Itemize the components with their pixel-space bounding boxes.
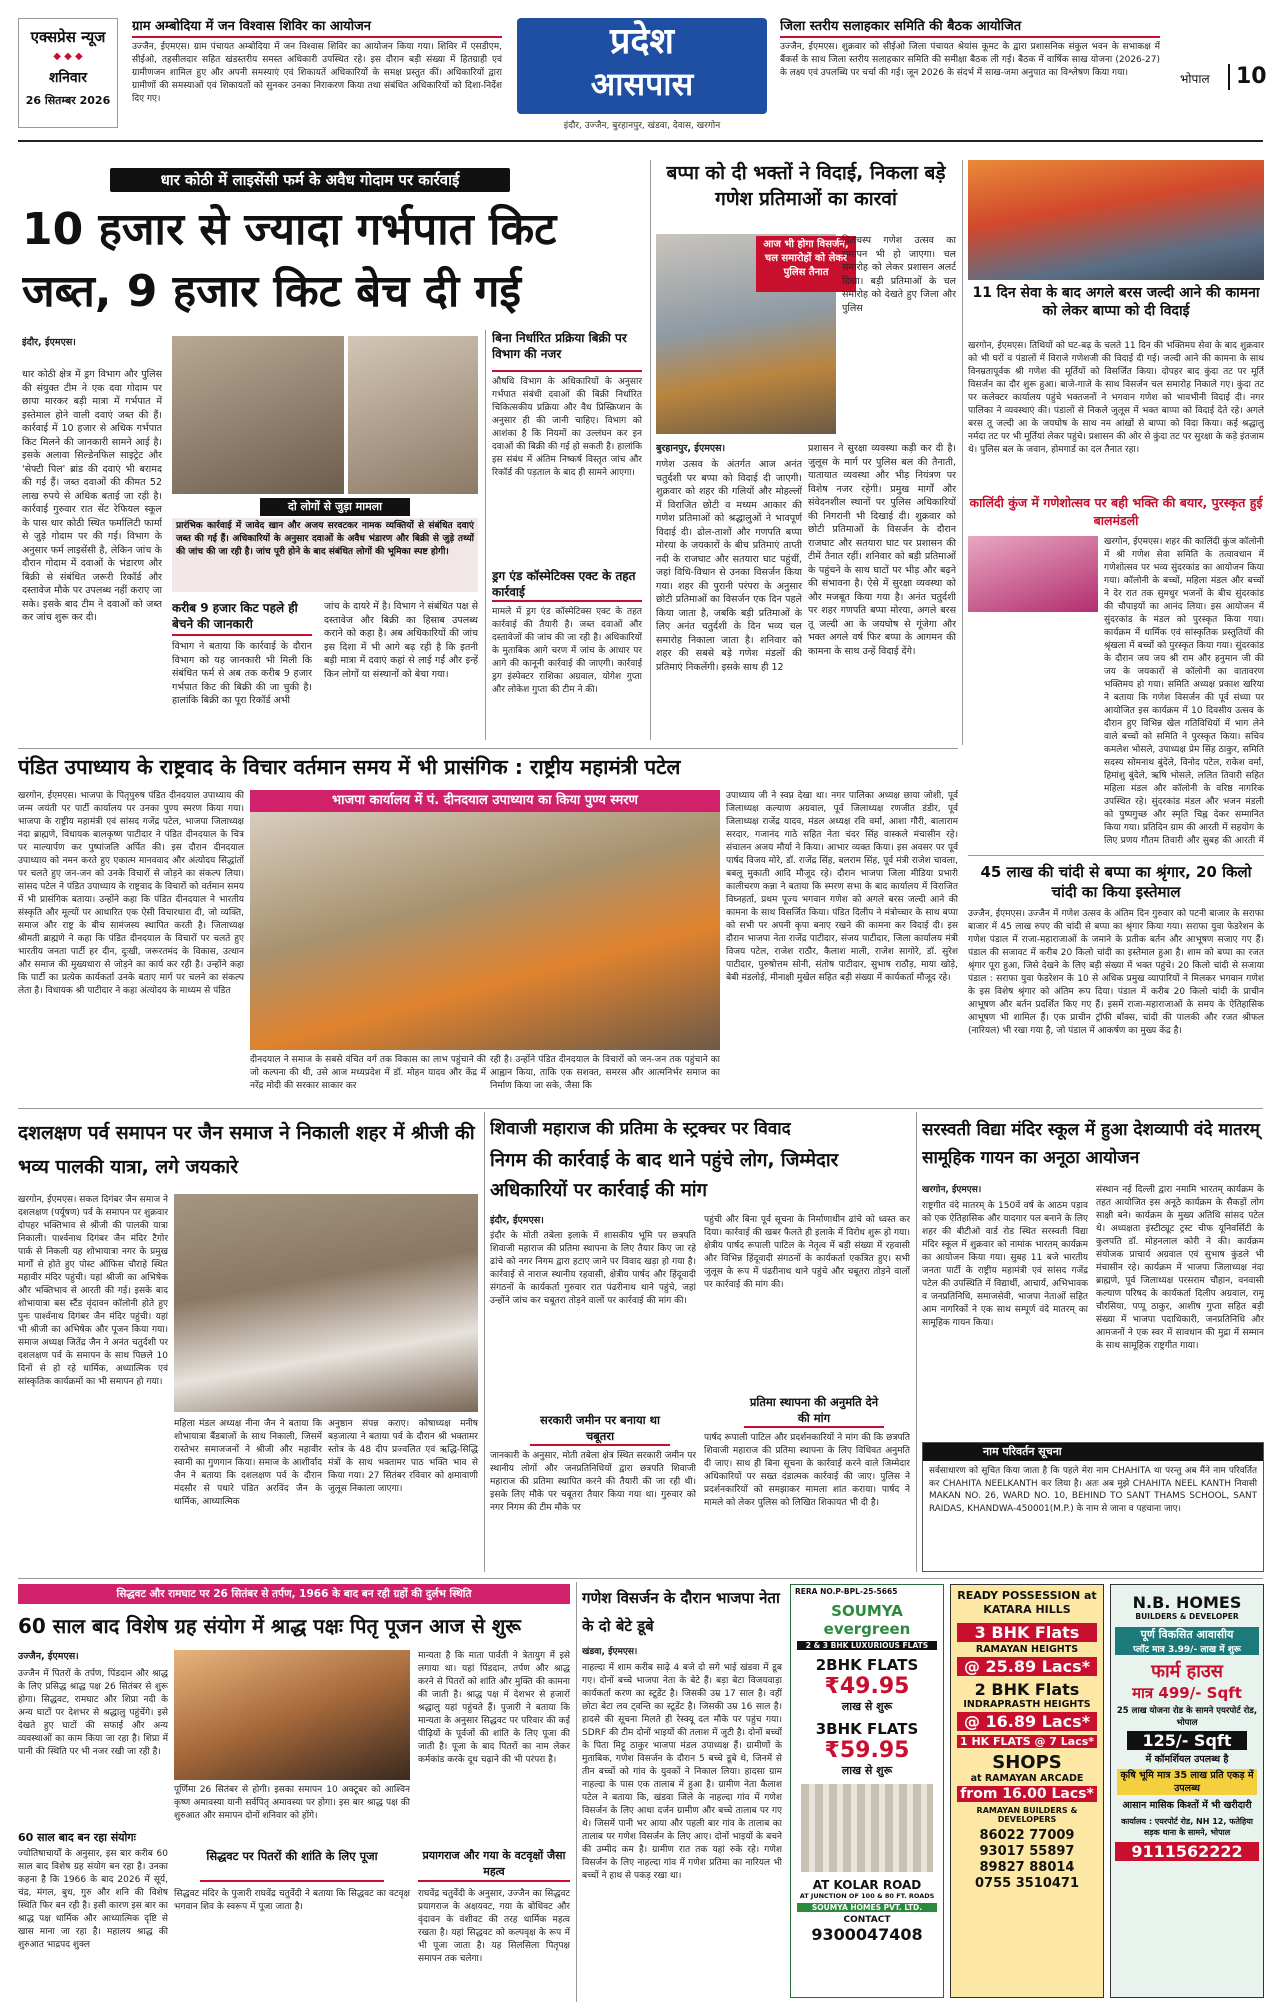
ad-nbhomes-line6: कृषि भूमि मात्र 35 लाख प्रति एकड़ में उपलब्ध <box>1117 1769 1257 1795</box>
notice-body: सर्वसाधारण को सूचित किया जाता है कि पहले मेरा नाम CHAHITA था परन्तु अब मैंने नाम परिवर्तित कर CHAHITA NEELKANTH कर लिया है। अतः अब मुझे CHAHITA NEEL KANTH निवासी MAKAN NO. 26, WARD NO. 10, BEHIND TO SANT THAMS SCHOOL, SANT RAIDAS, KHANDWA-450001(M.P.) के नाम से जाना व पहचाना जाए। <box>929 1466 1257 1514</box>
shivaji-col1b: जानकारी के अनुसार, मोती तबेला क्षेत्र स्थित सरकारी जमीन पर स्थानीय लोगों और जनप्रतिनिधियों द्वारा छत्रपति शिवाजी महाराज की प्रतिमा स्थापित करने की तैयारी की जा रही थी। इसके लिए मौके पर चबूतरा तैयार किया गया था। गुरुवार को नगर निगम की टीम मौके पर <box>490 1451 696 1513</box>
saraswati-headline: सरस्वती विद्या मंदिर स्कूल में हुआ देशव्यापी वंदे मातरम् सामूहिक गायन का अनूठा आयोजन <box>922 1120 1260 1168</box>
ad-ramayan-flat1: 3 BHK Flats <box>957 1623 1097 1642</box>
shraddh-col1: उज्जैन में पितरों के तर्पण, पिंडदान और श्राद्ध के लिए प्रसिद्ध श्राद्ध पक्ष 26 सितंबर से शुरू होगा। सिद्धवट, रामघाट और शिप्रा नदी के अन्य घाटों पर देशभर से श्रद्धालु पहुंचेंगे। इसे देखते हुए घाटों की सफाई और अन्य व्यवस्थाओं का काम किया जा रहा है। शिप्रा में पानी की स्थिति पर भी नजर रखी जा रही है। <box>18 1669 168 1757</box>
shraddh-col3b: राघवेंद्र चतुर्वेदी के अनुसार, उज्जैन का सिद्धवट प्रयागराज के अक्षयवट, गया के बोधिवट और वृंदावन के वंशीवट की तरह धार्मिक महत्व रखता है। यहां सिद्धवट को कल्पवृक्ष के रूप में भी पूजा जाता है। यह सिलसिला पितृपक्ष समापन तक चलेगा। <box>418 1889 570 1964</box>
section-title-line1: प्रदेश <box>609 21 675 62</box>
drown-body: नाहल्दा में शाम करीब साढ़े 4 बजे दो सगे भाई खंडवा में डूब गए। दोनों बच्चे भाजपा नेता के बेटे हैं। बड़ा बेटा विजयवाड़ा कार्यकर्ता करण का स्टूडेंट है। जिसकी उम्र 17 साल है। वहीं छोटा बेटा लव ट्वन्ति का स्टूडेंट है। जिसकी उम्र 16 साल है। हादसे की सूचना मिलते ही रेस्क्यू दल मौके पर पहुंच गया। SDRF की टीम दोनों भाइयों की तलाश में जुटी है। दोनों बच्चों के पिता मिट्टू ठाकुर भाजपा मंडल उपाध्यक्ष हैं। ग्रामीणों के मुताबिक, गणेश विसर्जन के दौरान 5 बच्चे डूबे थे, जिनमें से तीन बच्चों को गांव के युवकों ने निकाल लिया। हादसा ग्राम नाहल्दा के पास एक तालाब में हुआ है। ग्रामीण नेता कैलाश पटेल ने बताया कि, खंडवा जिले के नाहल्दा गांव में गणेश विसर्जन के लिए आधा दर्जन ग्रामीण और बच्चे तालाब पर गए थे। जिसमें पानी भर आया और पहली बार गांव के तालाब का तालाब पर गणेश विसर्जन के लिए आए। दोनों भाइयों के बचने की उम्मीद कम है। ग्रामीण रात तक यहां रुके रहे। गणेश विसर्जन के लिए नाहल्दा गांव में गणेश प्रतिमा का नारियल भी बच्चों ने हाथ से पकड़ रखा था। <box>582 1663 782 1881</box>
masthead-brand-box <box>18 18 118 128</box>
ad-soumya-flat2: 3BHK FLATS <box>815 1720 919 1738</box>
ganesh-headline: बप्पा को दी भक्तों ने विदाई, निकला बड़े गणेश प्रतिमाओं का कारवां <box>666 162 946 210</box>
brief-left-body: उज्जैन, ईएमएस। ग्राम पंचायत अम्बोदिया में जन विश्वास शिविर का आयोजन किया गया। शिविर में एसडीएम, सीईओ, तहसीलदार सहित खंडस्तरीय समस्त अधिकारी उपस्थित रहे। इस दौरान बड़ी संख्या में हितग्राही एवं ग्रामीणजन शामिल हुए और अपनी समस्याएं एवं शिकायतें अधिकारियों के समक्ष प्रस्तुत कीं। अधिकारियों द्वारा ग्रामीणों की समस्याओं एवं शिकायतों को सुनकर उनका निराकरण किया तथा संबंधित अधिकारियों को दिशा-निर्देश दिए गए। <box>132 42 502 104</box>
brief-right <box>780 16 1160 128</box>
shivaji-dateline: इंदौर, ईएमएस। <box>490 1215 544 1226</box>
shraddh-photo <box>174 1650 410 1780</box>
bjp-headline: पंडित उपाध्याय के राष्ट्रवाद के विचार वर्तमान समय में भी प्रासंगिक : राष्ट्रीय महामंत्री पटेल <box>18 755 681 779</box>
ganesh-col-a: दिलचस्प गणेश उत्सव का समापन भी हो जाएगा। चल समारोह को लेकर प्रशासन अलर्ट दिखा। बड़ी प्रतिमाओं के चल समारोह को देखते हुए जिला और पुलिस <box>842 235 956 314</box>
ad-ramayan-price2: @ 16.89 Lacs* <box>957 1712 1097 1731</box>
khargone-photo <box>968 160 1264 280</box>
ad-nbhomes-line3: फार्म हाउस <box>1151 1661 1223 1682</box>
ad-nbhomes-line2: प्लॉट मात्र 3.99/- लाख में शुरू <box>1115 1642 1259 1655</box>
kalindi-body: खरगोन, ईएमएस। शहर की कालिंदी कुंज कॉलोनी में श्री गणेश सेवा समिति के तत्वावधान में गणेशोत्सव पर भव्य सुंदरकांड का आयोजन किया गया। कॉलोनी के बच्चों, महिला मंडल और बच्चों ने देर रात तक सुमधुर भजनों के बीच सुंदरकांड की चौपाइयों का आनंद लिया। इस आयोजन में सुंदरकांड के मंडल को पुरस्कृत किया गया। कार्यक्रम में धार्मिक एवं सांस्कृतिक प्रस्तुतियों की श्रृंखला में बच्चों को पुरस्कृत किया गया। सुंदरकांड के दौरान जय जय श्री राम और हनुमान जी की जय के जयकारों से कॉलोनी का वातावरण भक्तिमय हो गया। समिति अध्यक्ष प्रकाश खरिया ने बताया कि गणेश विसर्जन की पूर्व संध्या पर आयोजित इस कार्यक्रम में 10 दिवसीय उत्सव के दौरान हुए विभिन्न खेल गतिविधियों में भाग लेने वाले बच्चों को समिति ने पुरस्कृत किया। सचिव कमलेश भोसले, उपाध्यक्ष प्रेम सिंह ठाकुर, समिति सदस्य सोमनाथ बुंदेले, विनोद पटेल, राकेश वर्मा, हिमांशु बुंदेले, ऋषि भोसले, ललित तिवारी सहित महिला मंडल और कॉलोनी के वरिष्ठ नागरिक उपस्थित रहे। सुंदरकांड मंडल और भजन मंडली को पुष्पगुच्छ और स्मृति चिह्न देकर सम्मानित किया गया। प्रतिदिन ग्राम की आरती में सहयोग के लिए प्रणय गौतम तिवारी और सुबह की आरती में <box>1104 537 1264 846</box>
section-cities: इंदौर, उज्जैन, बुरहानपुर, खंडवा, देवास, खरगोन <box>563 121 721 131</box>
ad-nbhomes-line5: में कॉमर्शियल उपलब्ध है <box>1145 1754 1229 1765</box>
shraddh-col1b: ज्योतिषाचार्यों के अनुसार, इस बार करीब 60 साल बाद विशेष ग्रह संयोग बन रहा है। उनका कहना है कि 1966 के बाद 2026 में सूर्य, चंद्र, मंगल, बुध, गुरु और शनि की विशेष स्थिति फिर बन रही है। इसी कारण इस बार का श्राद्ध पक्ष धार्मिक और आध्यात्मिक दृष्टि से खास माना जा रहा है। महालय श्राद्ध की शुरुआत भाद्रपद शुक्ल <box>18 1849 168 1950</box>
lead-photo-right <box>348 336 478 494</box>
lead-side-kicker-2: ड्रग एंड कॉस्मेटिक्स एक्ट के तहत कार्रवाई <box>492 568 642 602</box>
silver-body: उज्जैन, ईएमएस। उज्जैन में गणेश उत्सव के अंतिम दिन गुरुवार को पटनी बाजार के सराफा बाजार में 45 लाख रुपए की चांदी से बप्पा का श्रृंगार किया गया। सराफा युवा फेडरेशन के गणेश पंडाल में राजा-महाराजाओं के जमाने के प्रतीक बर्तन और आभूषण सजाए गए हैं। पंडाल की सजावट में करीब 20 किलो चांदी का इस्तेमाल हुआ है। शाम को बप्पा का रजत श्रृंगार पूरा हुआ, जिसे देखने के लिए बड़ी संख्या में भक्त पहुंचे। 20 किलो चांदी से सजाया पंडाल : सराफा युवा फेडरेशन के 10 से अधिक प्रमुख व्यापारियों ने मिलकर भगवान गणेश के इस विशेष श्रृंगार को अंतिम रूप दिया। पंडाल में करीब 20 किलो चांदी के प्राचीन आभूषण और बर्तन प्रदर्शित किए गए हैं। इसमें राजा-महाराजाओं के समय के ऐतिहासिक आभूषण भी शामिल हैं। एक प्राचीन ट्रॉफी बॉक्स, चांदी की पालकी और रजत श्रीफल (नारियल) भी रखा गया है, जो पंडाल में आकर्षण का मुख्य केंद्र है। <box>968 909 1264 1036</box>
shivaji-subhead-2: प्रतिमा स्थापना की अनुमति देने की मांग <box>744 1394 884 1428</box>
lead-col3: जांच के दायरे में है। विभाग ने संबंधित पक्ष से दस्तावेज और बिक्री का हिसाब उपलब्ध कराने को कहा है। अब अधिकारियों की जांच इस दिशा में भी आगे बढ़ रही है कि इतनी बड़ी मात्रा में दवाएं कहां से लाई गईं और इन्हें किन लोगों या संस्थानों को बेचा गया। <box>324 601 478 680</box>
ad-ramayan-top: READY POSSESSION at KATARA HILLS <box>957 1589 1097 1616</box>
silver-headline: 45 लाख की चांदी से बप्पा का श्रृंगार, 20 किलो चांदी का किया इस्तेमाल <box>980 863 1252 901</box>
ad-soumya-phone: 9300047408 <box>811 1925 923 1944</box>
kalindi-kicker: कालिंदी कुंज में गणेशोत्सव पर बही भक्ति की बयार, पुरस्कृत हुई बालमंडली <box>969 495 1263 528</box>
ad-ramayan <box>950 1584 1104 1998</box>
drown-headline: गणेश विसर्जन के दौरान भाजपा नेता के दो बेटे डूबे <box>582 1589 780 1635</box>
ad-ramayan-price3: from 16.00 Lacs* <box>957 1786 1097 1802</box>
ganesh-photo-tag: आज भी होगा विसर्जन, चल समारोहों को लेकर पुलिस तैनात <box>756 236 856 292</box>
brief-left-title: ग्राम अम्बोदिया में जन विश्वास शिविर का आयोजन <box>132 16 502 38</box>
shraddh-kicker: सिद्धवट और रामघाट पर 26 सितंबर से तर्पण, 1966 के बाद बन रही ग्रहों की दुर्लभ स्थिति <box>18 1584 570 1604</box>
ad-soumya-price1-unit: लाख से शुरू <box>841 1700 893 1713</box>
ad-soumya-location: AT KOLAR ROAD <box>812 1878 922 1892</box>
jain-col1: खरगोन, ईएमएस। सकल दिगंबर जैन समाज ने दशलक्षण (पर्यूषण) पर्व के समापन पर शुक्रवार दोपहर भक्तिभाव से श्रीजी की पालकी यात्रा निकाली। पार्श्वनाथ दिगंबर जैन मंदिर टैगोर पार्क से निकली यह शोभायात्रा नगर के प्रमुख मार्गों से होते हुए पोस्ट ऑफिस चौराहे स्थित महावीर मंदिर पहुंची। यहां श्रीजी का अभिषेक और भक्तिभाव से आरती की गई। इसके बाद शोभायात्रा बस स्टैंड वृंदावन कॉलोनी होते हुए पुनः पार्श्वनाथ दिगंबर जैन मंदिर पहुंची। यहां भी श्रीजी का अभिषेक और पूजन किया गया। समाज अध्यक्ष जितेंद्र जैन ने अनंत चतुर्दशी पर दशलक्षण पर्व के समापन के साथ पिछले 10 दिनों से हो रहे धार्मिक, अध्यात्मिक एवं सांस्कृतिक कार्यक्रमों का भी समापन हो गया। <box>18 1195 168 1387</box>
ad-soumya-location-2: AT JUNCTION OF 100 & 80 FT. ROADS <box>799 1892 935 1900</box>
ad-soumya-company: SOUMYA HOMES PVT. LTD. <box>797 1903 937 1912</box>
shivaji-col1: इंदौर के मोती तबेला इलाके में शासकीय भूमि पर छत्रपति शिवाजी महाराज की प्रतिमा स्थापना के लिए तैयार किए जा रहे ढांचे को नगर निगम द्वारा हटाए जाने पर विवाद खड़ा हो गया है। कार्रवाई से नाराज स्थानीय रहवासी, क्षेत्रीय पार्षद और हिंदूवादी संगठनों के कार्यकर्ता गुरुवार रात पंढरीनाथ थाने पहुंचे, जहां उन्होंने जांच कर चबूतरा तोड़ने वालों पर कार्रवाई की मांग की। <box>490 1231 696 1306</box>
ad-nbhomes-sub: BUILDERS & DEVELOPER <box>1135 1612 1239 1621</box>
ad-soumya-rera: RERA NO.P-BPL-25-5665 <box>795 1587 898 1596</box>
shivaji-headline: निगम की कार्रवाई के बाद थाने पहुंचे लोग, जिम्मेदार अधिकारियों पर कार्रवाई की मांग <box>490 1150 839 1201</box>
ad-ramayan-phones: 86022 77009 93017 55897 89827 88014 0755 3510471 <box>974 1828 1080 1891</box>
section-badge <box>517 18 767 114</box>
ad-nbhomes-phone: 9111562222 <box>1115 1842 1259 1861</box>
shraddh-photo-caption: पूर्णिमा 26 सितंबर से होगी। इसका समापन 10 अक्टूबर को आश्विन कृष्ण अमावस्या यानी सर्वपितृ अमावस्या पर होगा। इस बार श्राद्ध पक्ष की शुरुआत और समापन दोनों शनिवार को होंगे। <box>174 1785 410 1821</box>
ad-soumya-sub: 2 & 3 BHK LUXURIOUS FLATS <box>797 1641 937 1650</box>
jain-headline: दशलक्षण पर्व समापन पर जैन समाज ने निकाली शहर में श्रीजी की भव्य पालकी यात्रा, लगे जयकारे <box>18 1122 475 1178</box>
ad-soumya-price2: ₹59.95 <box>824 1738 910 1763</box>
shraddh-subhead-2: सिद्धवट पर पितरों की शांति के लिए पूजा <box>200 1848 384 1882</box>
bjp-col1: खरगोन, ईएमएस। भाजपा के पितृपुरुष पंडित दीनदयाल उपाध्याय की जन्म जयंती पर पार्टी कार्यालय पर उनका पुण्य स्मरण किया गया। भाजपा के राष्ट्रीय महामंत्री एवं सांसद गजेंद्र पटेल, भाजपा जिलाध्यक्ष नंदा ब्राह्मणे, विधायक बालकृष्ण पाटीदार ने पंडित दीनदयाल के चित्र पर माल्यार्पण कर पुष्पांजलि अर्पित की। इस दौरान दीनदयाल उपाध्याय को नमन करते हुए एकात्म मानववाद और अंत्योदय सिद्धांतों पर चलते हुए जन-जन को उनके विचारों से जोड़ने का संकल्प लिया। सांसद पटेल ने पंडित उपाध्याय के राष्ट्रवाद के विचारों को वर्तमान समय में भी प्रासंगिक बताया। उन्होंने कहा कि पंडित दीनदयाल ने भारतीय संस्कृति और मूल्यों पर आधारित एक ऐसी विचारधारा दी, जो व्यक्ति, समाज और राष्ट्र के बीच सामंजस्य स्थापित करती है। जिलाध्यक्ष श्रीमती ब्राह्मणे ने कहा कि पंडित दीनदयाल के विचारों पर चलते हुए भारतीय जनता पार्टी हर दीन, दुःखी, जरूरतमंद के विकास, उत्थान और समाज की मुख्यधारा से जोड़ने का कार्य कर रही है। उन्होंने कहा कि पार्टी का प्रत्येक कार्यकर्ता उनके बताए मार्ग पर चलने का संकल्प लेता है। विधायक श्री पाटीदार ने कहा अंत्योदय के माध्यम से पंडित <box>18 791 244 996</box>
ganesh-col-c: प्रशासन ने सुरक्षा व्यवस्था कड़ी कर दी है। जुलूस के मार्ग पर पुलिस बल की तैनाती, यातायात व्यवस्था और भीड़ नियंत्रण पर विशेष नजर रहेगी। प्रमुख मार्गों और संवेदनशील स्थानों पर पुलिस अधिकारियों की निगरानी भी दिखाई दी। शुक्रवार को छोटी प्रतिमाओं के विसर्जन के दौरान राजघाट और सतयारा घाट पर प्रशासन की टीमें तैनात रहीं। शनिवार को बड़ी प्रतिमाओं के पहुंचने के साथ घाटों पर भीड़ और बढ़ने की संभावना है। ऐसे में सुरक्षा व्यवस्था को और मजबूत किया गया है। अनंत चतुर्दशी पर शहर गणपति बप्पा मोरया, अगले बरस तू जल्दी आ के जयघोष से गूंजेगा और भक्त अगले वर्ष फिर बप्पा के आगमन की कामना के साथ उन्हें विदाई देंगे। <box>808 443 956 657</box>
shivaji-col2: पहुंची और बिना पूर्व सूचना के निर्माणाधीन ढांचे को ध्वस्त कर दिया। कार्रवाई की खबर फैलते ही इलाके में विरोध शुरू हो गया। क्षेत्रीय पार्षद रूपाली पाटिल के नेतृत्व में बड़ी संख्या में रहवासी और विभिन्न हिंदूवादी संगठनों के कार्यकर्ता एकत्रित हुए। सभी जुलूस के रूप में पंढरीनाथ थाने पहुंचे और चबूतरा तोड़ने वालों पर कार्रवाई की मांग की। <box>704 1215 910 1290</box>
bjp-col2: रही है। उन्होंने पंडित दीनदयाल के विचारों को जन-जन तक पहुंचाने का आह्वान किया, ताकि एक सशक्त, समरस और आत्मनिर्भर समाज का निर्माण किया जा सके, जैसा कि <box>490 1055 720 1091</box>
page-number: 10 <box>1228 64 1268 90</box>
lead-col2: विभाग ने बताया कि कार्रवाई के दौरान विभाग को यह जानकारी भी मिली कि संबंधित फर्म से अब तक करीब 9 हजार गर्भपात किट की बिक्री की जा चुकी है। हालांकि बिक्री का पूरा रिकॉर्ड अभी <box>172 641 312 706</box>
ad-soumya-price1: ₹49.95 <box>824 1674 910 1699</box>
lead-headline-2: जब्त, 9 हजार किट बेच दी गई <box>22 266 521 317</box>
saraswati-col2: संस्थान नई दिल्ली द्वारा नमामि भारतम् कार्यक्रम के तहत आयोजित इस अनूठे कार्यक्रम के सैकड़ों लोग साक्षी बने। कार्यक्रम के मुख्य अतिथि सांसद पटेल थे। अध्यक्षता इंस्टीट्यूट ट्रस्ट चीफ यूनिवर्सिटी के कुलपति डॉ. मोहनलाल कोरी ने की। कार्यक्रम संयोजक प्राचार्य अग्रवाल एवं सुभाष कुंडले भी मंचासीन रहे। कार्यक्रम में भाजपा जिलाध्यक्ष नंदा ब्राह्मणे, पूर्व जिलाध्यक्ष परसराम चौहान, वनवासी कल्याण परिषद के कार्यकर्ता दिलीप अग्रवाल, रामू चौरसिया, पप्पू ठाकुर, आशीष गुप्ता सहित बड़ी संख्या में भाजपा पदाधिकारी, जनप्रतिनिधि और आमजनों ने एक स्वर में सावधान की मुद्रा में सम्मान के साथ सामूहिक राष्ट्रगीत गाया। <box>1096 1185 1264 1351</box>
ad-soumya-brand: SOUMYA evergreen <box>823 1602 911 1638</box>
lead-kicker: धार कोठी में लाइसेंसी फर्म के अवैध गोदाम पर कार्रवाई <box>110 168 510 192</box>
lead-photo-left <box>172 336 344 494</box>
ad-nbhomes-price1: मात्र 499/- Sqft <box>1132 1684 1242 1702</box>
ad-ramayan-site1: RAMAYAN HEIGHTS <box>975 1644 1079 1655</box>
shraddh-headline: 60 साल बाद विशेष ग्रह संयोग में श्राद्ध पक्षः पितृ पूजन आज से शुरू <box>18 1614 521 1638</box>
brief-right-title: जिला स्तरीय सलाहकार समिति की बैठक आयोजित <box>780 16 1160 38</box>
ad-ramayan-company: RAMAYAN BUILDERS & DEVELOPERS <box>976 1806 1078 1824</box>
ad-ramayan-shops: SHOPS <box>992 1752 1062 1773</box>
masthead-city: भोपाल <box>1180 72 1210 86</box>
shraddh-dateline: उज्जैन, ईएमएस। <box>18 1651 79 1662</box>
ad-ramayan-flat2: 2 BHK Flats <box>974 1680 1080 1699</box>
bjp-photo-caption: दीनदयाल ने समाज के सबसे वंचित वर्ग तक विकास का लाभ पहुंचाने की जो कल्पना की थी, उसे आज मध्यप्रदेश में डॉ. मोहन यादव और केंद्र में नरेंद्र मोदी की सरकार साकार कर <box>250 1055 486 1091</box>
masthead-day: शनिवार <box>48 70 88 86</box>
brief-left <box>132 16 502 128</box>
shraddh-subhead-3: प्रयागराज और गया के वटवृक्षों जैसा महत्व <box>418 1848 570 1882</box>
khargone-headline: 11 दिन सेवा के बाद अगले बरस जल्दी आने की कामना को लेकर बाप्पा को दी विदाई <box>972 285 1260 319</box>
shraddh-col2b: सिद्धवट मंदिर के पुजारी राघवेंद्र चतुर्वेदी ने बताया कि सिद्धवट का वटवृक्ष भगवान शिव के स्वरूप में पूजा जाता है। <box>174 1889 410 1912</box>
ad-soumya-contact: CONTACT <box>843 1915 891 1925</box>
name-change-notice <box>922 1442 1264 1572</box>
shivaji-kicker: शिवाजी महाराज की प्रतिमा के स्ट्रक्चर पर विवाद <box>490 1119 791 1139</box>
section-title-line2: आसपास <box>590 65 694 103</box>
brand-name: एक्सप्रेस न्यूज <box>30 28 106 46</box>
jain-photo <box>174 1194 478 1412</box>
notice-title: नाम परिवर्तन सूचना <box>923 1443 1263 1461</box>
bjp-col3: उपाध्याय जी ने स्वप्न देखा था। नगर पालिका अध्यक्ष छाया जोशी, पूर्व जिलाध्यक्ष कल्याण अग्रवाल, पूर्व जिलाध्यक्ष रणजीत डंडीर, पूर्व जिलाध्यक्ष राजेंद्र यादव, मंडल अध्यक्ष रवि वर्मा, आशा गौरी, बालाराम सरदार, गजानंद गाठे सहित नेता चंदर सिंह वास्कले मंचासीन रहे। संचालन अजय मौर्या ने किया। आभार व्यक्त किया। इस अवसर पर पूर्व पार्षद विजय मोरे, डॉ. राजेंद्र सिंह, बलराम सिंह, पूर्व मंत्री राजेश चावला, बबलू मुकाती आदि मौजूद रहे। दौरान भाजपा जिला मीडिया प्रभारी कालीचरण कन्ना ने बताया कि स्मरण सभा के बाद कार्यालय में विराजित विघ्नहर्ता, प्रथम पूज्य भगवान गणेश को अगले बरस जल्दी आने की कामना के साथ विसर्जित किया। पंडित दिलीप ने मंत्रोच्चार के साथ बप्पा को सभी पर अपनी कृपा बनाए रखने की कामना कर विदाई दी। इस दौरान भाजपा नेता राजेंद्र पाटीदार, संजय पाटीदार, जिला कार्यालय मंत्री विजय पटेल, राजेश राठौर, कैलाश माली, राजेश सागोरे, डॉ. सुरेश पाटीदार, पुरुषोत्तम सोनी, संतोष पाटीदार, सुभाष राठौड़, माया खोड़े, बेबी मंडलोई, मीनाक्षी मुखेल सहित बड़ी संख्या में कार्यकर्ता मौजूद रहे। <box>726 791 958 983</box>
brief-right-body: उज्जैन, ईएमएस। शुक्रवार को सीईओ जिला पंचायत श्रेयांस कूमट के द्वारा प्रशासनिक संकुल भवन के सभाकक्ष में बैंकर्स के साथ जिला स्तरीय सलाहकार समिति की समीक्षा बैठक ली गई। बैठक में वार्षिक साख योजना (2026-27) के लक्ष्य एवं उपलब्धि पर चर्चा की गई। जून 2026 के संदर्भ में साख-जमा अनुपात का विश्लेषण किया गया। <box>780 42 1160 78</box>
lead-dateline: इंदौर, ईएमएस। <box>22 337 76 348</box>
ad-soumya <box>790 1584 944 1998</box>
shraddh-subhead-1: 60 साल बाद बन रहा संयोगः <box>18 1831 136 1844</box>
ad-soumya-price2-unit: लाख से शुरू <box>841 1764 893 1777</box>
drown-dateline: खंडवा, ईएमएस। <box>582 1647 638 1657</box>
lead-headline-1: 10 हजार से ज्यादा गर्भपात किट <box>22 204 557 255</box>
lead-side-body-2: मामले में ड्रग एंड कॉस्मेटिक्स एक्ट के तहत कार्रवाई की तैयारी है। जब्त दवाओं और दस्तावेजों की जांच की जा रही है। अधिकारियों के मुताबिक आगे चरण में जांच के आधार पर आगे की कानूनी कार्रवाई की जाएगी। कार्रवाई ड्रग इंस्पेक्टर राशिका अग्रवाल, योगेश गुप्ता और लोकेश गुप्ता की टीम ने की। <box>492 607 642 695</box>
ad-ramayan-price1: @ 25.89 Lacs* <box>957 1657 1097 1676</box>
shivaji-subhead-1: सरकारी जमीन पर बनाया था चबूतरा <box>530 1412 670 1446</box>
saraswati-col1: राष्ट्रगीत वंदे मातरम् के 150वें वर्ष के आठम पड़ाव को एक ऐतिहासिक और यादगार पल बनाने के लिए शहर की बीटीओ वार्ड रोड स्थित सरस्वती विद्या मंदिर स्कूल में शुक्रवार को नामांक भारतम् कार्यक्रम का आयोजन किया गया। सुबह 11 बजे भारतीय जनता पार्टी के राष्ट्रीय महामंत्री एवं सांसद गजेंद्र पटेल की उपस्थिति में विद्यार्थी, आचार्य, अभिभावक व जनप्रतिनिधि, समाजसेवी, भाजपा नेताओं सहित आम नागरिकों ने एक साथ सम्पूर्ण वंदे मातरम् का सामूहिक गायन किया। <box>922 1201 1088 1328</box>
ad-nbhomes-address: कार्यालय : एयरपोर्ट रोड, NH 12, फतेहिया सड़क थाना के सामने, भोपाल <box>1121 1817 1253 1837</box>
ad-nbhomes-line4: 25 लाख योजना रोड के सामने एयरपोर्ट रोड, भोपाल <box>1116 1706 1258 1728</box>
lead-photo-kicker: दो लोगों से जुड़ा मामला <box>260 498 410 516</box>
lead-side-body: औषधि विभाग के अधिकारियों के अनुसार गर्भपात संबंधी दवाओं की बिक्री निर्धारित चिकित्सकीय प्रक्रिया और वैध प्रिस्क्रिप्शन के अनुसार ही की जानी चाहिए। विभाग को आशंका है कि नियमों का उल्लंघन कर इन दवाओं की बिक्री की गई हो सकती है। हालांकि इस संबंध में अंतिम निष्कर्ष विस्तृत जांच और रिकॉर्ड की पड़ताल के बाद ही सामने आएगा। <box>492 377 642 478</box>
shivaji-col2b: पार्षद रूपाली पाटिल और प्रदर्शनकारियों ने मांग की कि छत्रपति शिवाजी महाराज की प्रतिमा स्थापना के लिए विधिवत अनुमति दी जाए। साथ ही बिना सूचना के कार्रवाई करने वाले जिम्मेदार अधिकारियों पर सख्त दंडात्मक कार्रवाई की जाए। पुलिस ने प्रदर्शनकारियों को समझाकर मामला शांत कराया। पार्षद ने मामले को लेकर पुलिस को लिखित शिकायत भी दी है। <box>704 1433 910 1508</box>
ad-ramayan-site2: INDRAPRASTH HEIGHTS <box>963 1699 1091 1710</box>
lead-photo-caption: प्रारंभिक कार्रवाई में जावेद खान और अजय सरवटकर नामक व्यक्तियों से संबंधित दवाएं जब्त की गई हैं। अधिकारियों के अनुसार दवाओं के अवैध भंडारण और बिक्री से जुड़े तथ्यों की जांच की जा रही है। जांच पूरी होने के बाद संबंधित लोगों की भूमिका स्पष्ट होगी। <box>172 518 478 592</box>
ad-ramayan-site3: at RAMAYAN ARCADE <box>970 1773 1084 1784</box>
ganesh-dateline: बुरहानपुर, ईएमएस। <box>656 443 726 454</box>
khargone-body: खरगोन, ईएमएस। तिथियों को घट-बढ़ के चलते 11 दिन की भक्तिमय सेवा के बाद शुक्रवार को भी घरों व पंडालों में विराजे गणेशजी की विदाई दी गई। जल्दी आने की कामना के साथ विनम्रतापूर्वक श्री गणेश की मूर्तियों को विसर्जित किया। दोपहर बाद कुंदा तट पर मूर्ति विसर्जन का दौर शुरू हुआ। बाजे-गाजे के साथ विसर्जन चल समारोह निकाले गए। कुंदा तट पर कलेक्टर कार्यालय पहुंचे भक्तजनों ने भगवान गणेश को भावभीनी विदाई दी। नगर पालिका ने व्यवस्थाएं की। पंडालों से निकले जुलूस में भक्त बाप्पा को विदाई देते रहे। अगले बरस तू जल्दी आ के जयघोष के साथ नम आंखों से बाप्पा को विदा किया। कई श्रद्धालु नर्मदा तट पर भी मूर्तियां लेकर पहुंचे। प्रशासन की ओर से कुंदा तट पर सुरक्षा के कड़े इंतजाम थे। पुलिस बल के जवान, होमगार्ड का दल तैनात रहा। <box>968 341 1264 455</box>
ganesh-col-b: गणेश उत्सव के अंतर्गत आज अनंत चतुर्दशी पर बप्पा को विदाई दी जाएगी। शुक्रवार को शहर की गलियों और मोहल्लों में विराजित छोटी व मध्यम आकार की गणेश प्रतिमाओं को श्रद्धालुओं ने भावपूर्ण विदाई दी। ढोल-ताशों और गणपति बप्पा मोरया के जयकारों के बीच प्रतिमाएं ताप्ती नदी के राजघाट और सतयारा घाट पहुंचीं, जहां विधि-विधान से उनका विसर्जन किया गया। शहर की पुरानी परंपरा के अनुसार छोटी प्रतिमाओं का विसर्जन एक दिन पहले किया जाता है, जबकि बड़ी प्रतिमाओं के लिए अनंत चतुर्दशी के दिन भव्य चल समारोह निकाला जाता है। शनिवार को शहर की सबसे बड़े गणेश मंडलों की प्रतिमाएं निकलेंगी। इसके साथ ही 12 <box>656 459 802 673</box>
jain-col2: महिला मंडल अध्यक्ष नीना जैन ने बताया कि शोभायात्रा बैंडबाजों के साथ निकाली, जिसमें रास्तेभर समाजजनों ने श्रीजी और महावीर स्वामी का गुणगान किया। समाज के आशीर्वाद जैन ने बताया कि दशलक्षण पर्व के दौरान मंदसौर से पधारे पंडित अरविंद जैन के धार्मिक, आध्यात्मिक <box>174 1419 322 1507</box>
jain-col3: अनुष्ठान संपन्न कराए। कोषाध्यक्ष मनीष बड़जात्या ने बताया पर्व के दौरान श्री भक्तामर स्तोत्र के 48 दीप प्रज्वलित एवं ऋद्धि-सिद्धि मंत्रों के साथ भक्तामर पाठ भक्ति भाव से किया गया। 27 सितंबर रविवार को क्षमावाणी जुलूस निकाला जाएगा। <box>328 1419 478 1494</box>
lead-subhead: करीब 9 हजार किट पहले ही बेचने की जानकारी <box>172 600 312 636</box>
saraswati-dateline: खरगोन, ईएमएस। <box>922 1185 982 1195</box>
kalindi-photo <box>968 536 1098 612</box>
bjp-photo-kicker: भाजपा कार्यालय में पं. दीनदयाल उपाध्याय का किया पुण्य स्मरण <box>250 790 720 812</box>
ad-nbhomes-line1: पूर्ण विकसित आवासीय <box>1115 1627 1259 1642</box>
ad-nbhomes <box>1110 1584 1264 1998</box>
kalindi-body-cont <box>968 616 1098 846</box>
masthead-date: 26 सितम्बर 2026 <box>25 94 111 107</box>
ornament-icon: ◆ ◆ ◆ <box>53 51 83 62</box>
bjp-photo <box>250 812 720 1050</box>
ad-ramayan-flat3: 1 HK FLATS @ 7 Lacs* <box>957 1735 1097 1748</box>
ad-nbhomes-price2: 125/- Sqft <box>1127 1731 1247 1750</box>
lead-col1: धार कोठी क्षेत्र में ड्रग विभाग और पुलिस की संयुक्त टीम ने एक दवा गोदाम पर छापा मारकर बड़ी मात्रा में गर्भपात में इस्तेमाल होने वाली दवाएं जब्त की हैं। कार्रवाई में 10 हजार से अधिक गर्भपात किट मिलने की जानकारी सामने आई है। इसके अलावा सिल्डेनफिल साइट्रेट और 'सेफ्टी पिल' ब्रांड की दवाएं भी बरामद की गई हैं। जब्त दवाओं की कीमत 52 लाख रुपये से अधिक बताई जा रही है। कार्रवाई गुरुवार रात सेंट रेफियल स्कूल के पास धार कोठी स्थित फर्मालिटी फार्मा से जुड़े गोदाम पर की गई। विभाग के अनुसार फर्म लाइसेंसी है, लेकिन जांच के दौरान गोदाम में दवाओं के भंडारण और बिक्री से संबंधित जरूरी रिकॉर्ड और दस्तावेज मौके पर उपलब्ध नहीं कराए जा सके। इसके बाद टीम ने दवाओं को जब्त कर जांच शुरू कर दी। <box>22 369 162 623</box>
ad-soumya-building <box>801 1784 933 1872</box>
lead-side-kicker: बिना निर्धारित प्रक्रिया बिक्री पर विभाग की नजर <box>492 330 642 372</box>
ad-nbhomes-brand: N.B. HOMES <box>1132 1593 1242 1612</box>
ad-soumya-flat1: 2BHK FLATS <box>815 1656 919 1674</box>
ad-nbhomes-line7: आसान मासिक किश्तों में भी खरीदारी <box>1122 1800 1252 1811</box>
shraddh-col3: मान्यता है कि माता पार्वती ने त्रेतायुग में इसे लगाया था। यहां पिंडदान, तर्पण और श्राद्ध करने से पितरों को शांति और मुक्ति की कामना की जाती है। श्राद्ध पक्ष में देशभर से हजारों श्रद्धालु यहां पहुंचते हैं। पुजारी ने बताया कि मान्यता के अनुसार सिद्धवट पर परिवार की कई पीढ़ियों के पूर्वजों की शांति के लिए पूजा की जाती है। पूजा के बाद पितरों का नाम लेकर कर्मकांड करके दूध चढ़ाने की भी परंपरा है। <box>418 1651 570 1765</box>
